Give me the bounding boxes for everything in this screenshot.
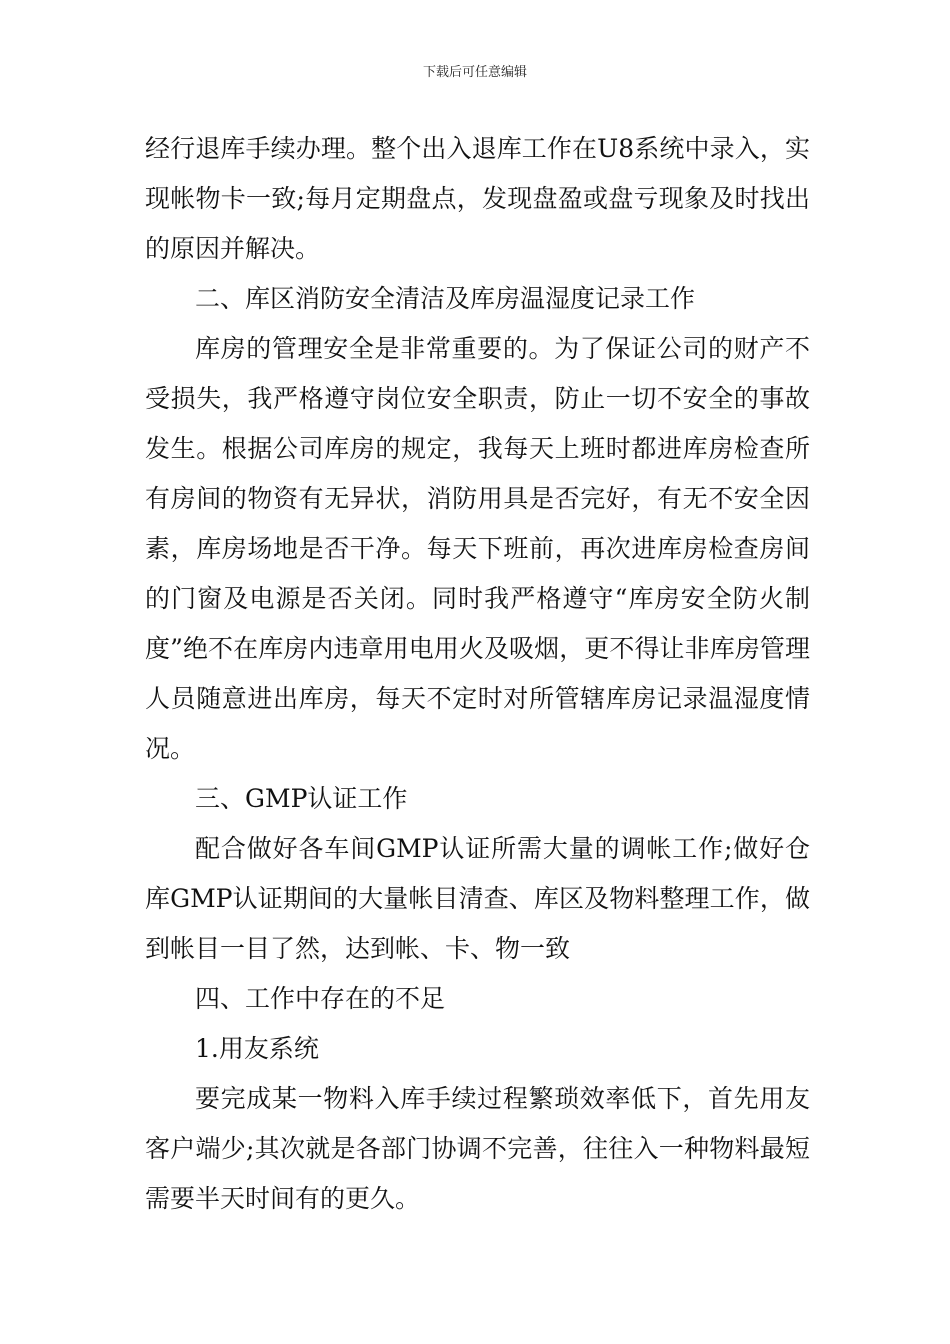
section-heading-2: 二、库区消防安全清洁及库房温湿度记录工作 (195, 284, 696, 313)
document-body (145, 124, 810, 1224)
paragraph-yonyou-issues: 要完成某一物料入库手续过程繁琐效率低下，首先用友客户端少;其次就是各部门协调不完善，往往入一种物料最短需要半天时间有的更久。 (145, 1084, 810, 1213)
section-heading-3: 三、GMP认证工作 (195, 784, 408, 813)
paragraph-warehouse-safety: 库房的管理安全是非常重要的。为了保证公司的财产不受损失，我严格遵守岗位安全职责，防止一切不安全的事故发生。根据公司库房的规定，我每天上班时都进库房检查所有房间的物资有无异状，消防用具是否完好，有无不安全因素，库房场地是否干净。每天下班前，再次进库房检查房间的门窗及电源是否关闭。同时我严格遵守“库房安全防火制度”绝不在库房内违章用电用火及吸烟，更不得让非库房管理人员随意进出库房，每天不定时对所管辖库房记录温湿度情况。 (145, 334, 810, 763)
page-header: 下载后可任意编辑 (422, 65, 527, 80)
paragraph-continuation: 经行退库手续办理。整个出入退库工作在U8系统中录入，实现帐物卡一致;每月定期盘点，发现盘盈或盘亏现象及时找出的原因并解决。 (145, 134, 810, 263)
subheading-yonyou: 1.用友系统 (195, 1034, 319, 1063)
paragraph-gmp: 配合做好各车间GMP认证所需大量的调帐工作;做好仓库GMP认证期间的大量帐目清查、库区及物料整理工作，做到帐目一目了然，达到帐、卡、物一致 (145, 834, 810, 963)
section-heading-4: 四、工作中存在的不足 (195, 984, 446, 1013)
